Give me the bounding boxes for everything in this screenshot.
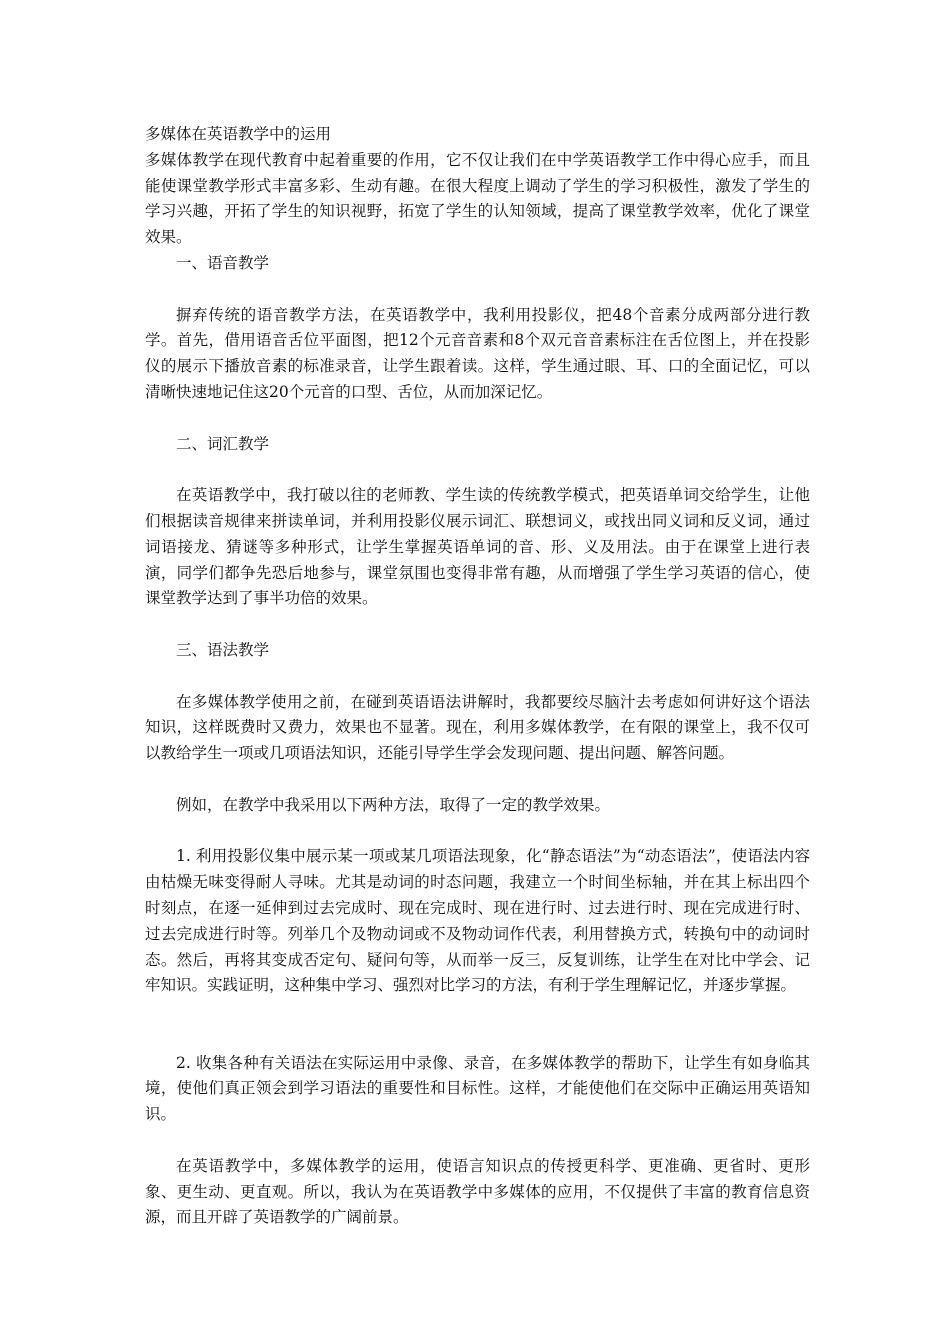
document-body (145, 122, 810, 1231)
intro-paragraph: 多媒体教学在现代教育中起着重要的作用，它不仅让我们在中学英语教学工作中得心应手，而且能使课堂教学形式丰富多彩、生动有趣。在很大程度上调动了学生的学习积极性，激发了学生的学习兴趣，开拓了学生的知识视野，拓宽了学生的认知领域，提高了课堂教学效率，优化了课堂效果。 (145, 150, 810, 247)
document-title: 多媒体在英语教学中的运用 (145, 125, 332, 143)
section-heading-grammar: 三、语法教学 (176, 640, 270, 659)
section-heading-phonetics: 一、语音教学 (176, 253, 270, 272)
vocabulary-paragraph: 在英语教学中，我打破以往的老师教、学生读的传统教学模式，把英语单词交给学生，让他们根据读音规律来拼读单词，并利用投影仪展示词汇、联想词义，或找出同义词和反义词，通过词语接龙、猜谜等多种形式，让学生掌握英语单词的音、形、义及用法。由于在课堂上进行表演，同学们都争先恐后地参与，课堂氛围也变得非常有趣，从而增强了学生学习英语的信心，使课堂教学达到了事半功倍的效果。 (145, 486, 810, 608)
grammar-method-1: 1. 利用投影仪集中展示某一项或某几项语法现象，化“静态语法”为“动态语法”，使语法内容由枯燥无味变得耐人寻味。尤其是动词的时态问题，我建立一个时间坐标轴，并在其上标出四个时刻点，在逐一延伸到过去完成时、现在完成时、现在进行时、过去进行时、现在完成进行时、过去完成进行时等。列举几个及物动词或不及物动词作代表，利用替换方式，转换句中的动词时态。然后，再将其变成否定句、疑问句等，从而举一反三，反复训练，让学生在对比中学会、记牢知识。实践证明，这种集中学习、强烈对比学习的方法，有利于学生理解记忆，并逐步掌握。 (145, 847, 810, 995)
grammar-example-intro: 例如，在教学中我采用以下两种方法，取得了一定的教学效果。 (176, 795, 611, 814)
grammar-method-2: 2. 收集各种有关语法在实际运用中录像、录音，在多媒体教学的帮助下，让学生有如身临其境，使他们真正领会到学习语法的重要性和目标性。这样，才能使他们在交际中正确运用英语知识。 (145, 1053, 810, 1124)
conclusion-paragraph: 在英语教学中，多媒体教学的运用，使语言知识点的传授更科学、更准确、更省时、更形象、更生动、更直观。所以，我认为在英语教学中多媒体的应用，不仅提供了丰富的教育信息资源，而且开辟了英语教学的广阔前景。 (145, 1156, 810, 1227)
phonetics-paragraph: 摒弃传统的语音教学方法，在英语教学中，我利用投影仪，把48个音素分成两部分进行教学。首先，借用语音舌位平面图，把12个元音音素和8个双元音音素标注在舌位图上，并在投影仪的展示下播放音素的标准录音，让学生跟着读。这样，学生通过眼、耳、口的全面记忆，可以清晰快速地记住这20个元音的口型、舌位，从而加深记忆。 (145, 305, 810, 401)
section-heading-vocabulary: 二、词汇教学 (176, 434, 270, 453)
grammar-paragraph: 在多媒体教学使用之前，在碰到英语语法讲解时，我都要绞尽脑汁去考虑如何讲好这个语法知识，这样既费时又费力，效果也不显著。现在，利用多媒体教学，在有限的课堂上，我不仅可以教给学生一项或几项语法知识，还能引导学生学会发现问题、提出问题、解答问题。 (145, 692, 810, 763)
